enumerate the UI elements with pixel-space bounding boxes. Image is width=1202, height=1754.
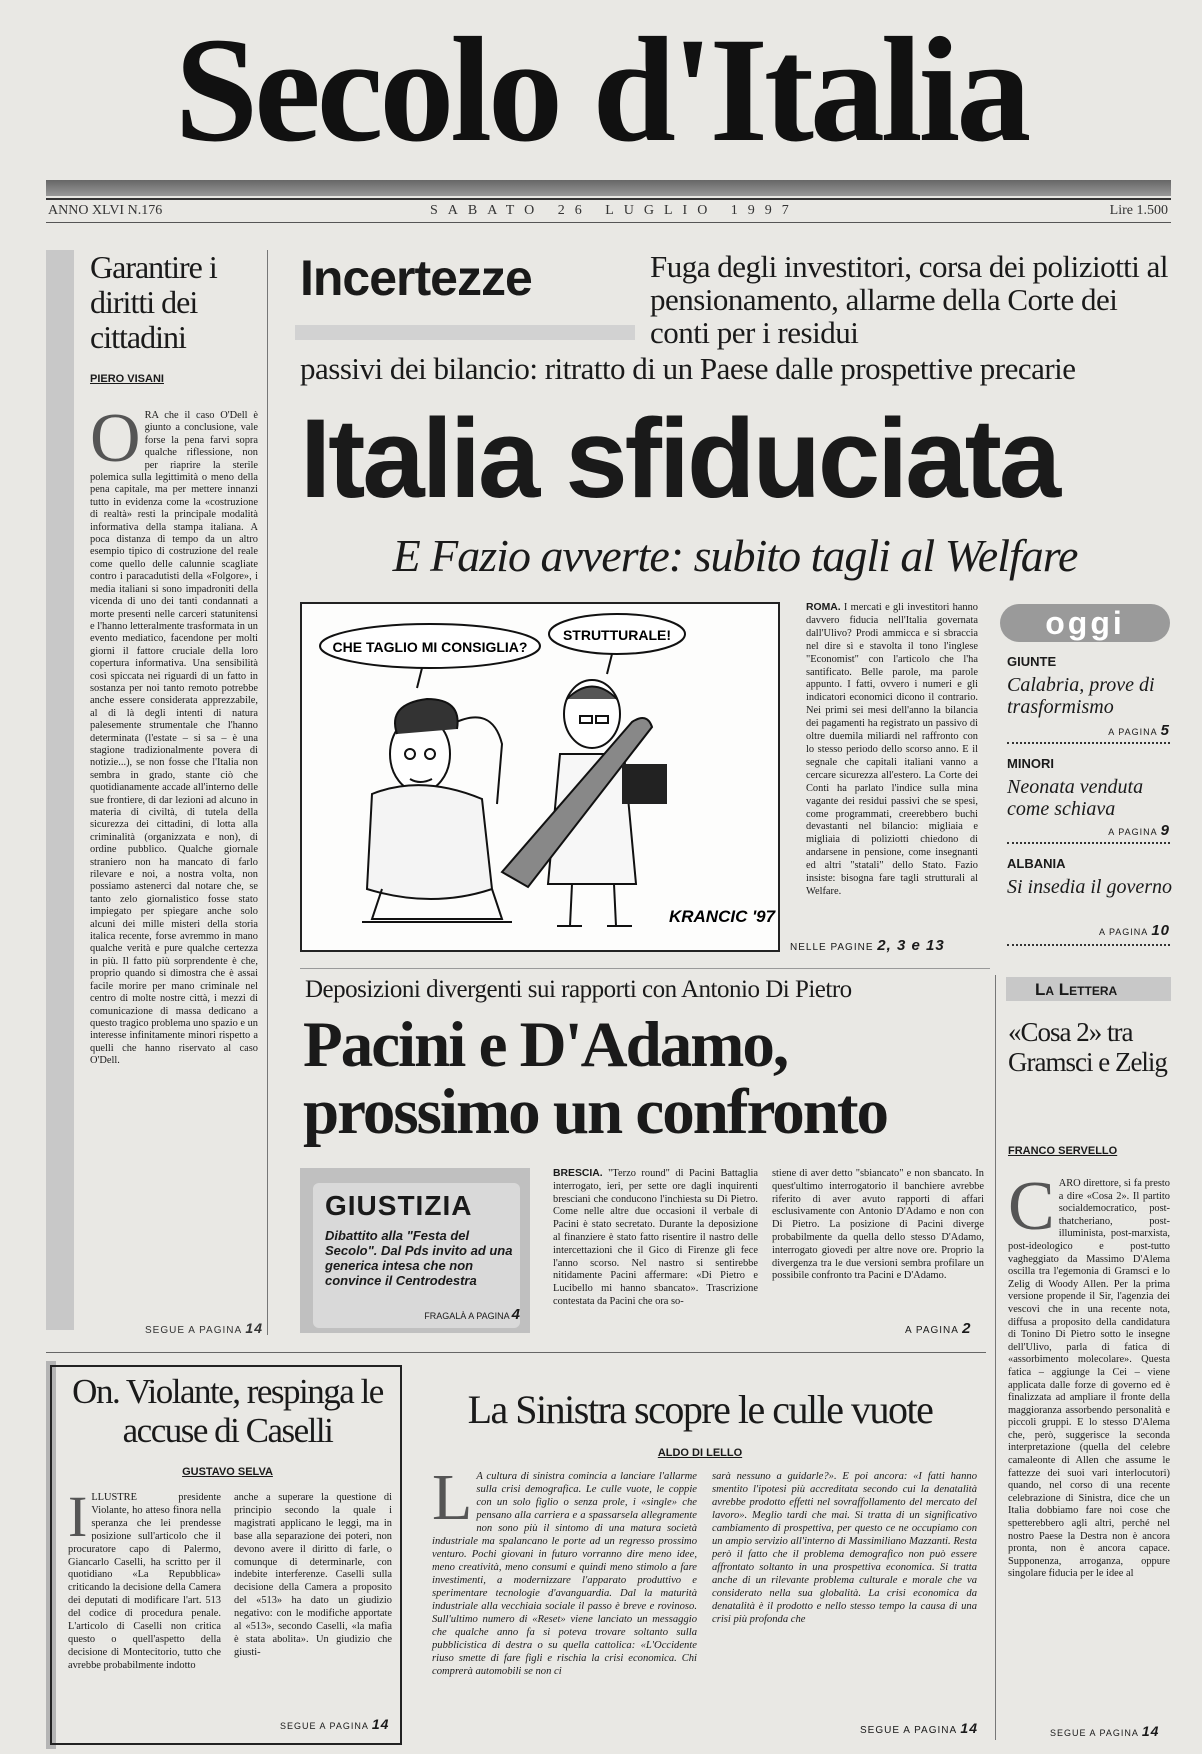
masthead-rule bbox=[46, 180, 1171, 196]
giustizia-ref bbox=[320, 1306, 520, 1323]
justice-kicker: Deposizioni divergenti sui rapporti con Antonio Di Pietro bbox=[305, 976, 852, 1003]
dateline-rule bbox=[46, 222, 1171, 223]
cartoon-drawing bbox=[302, 604, 778, 950]
oggi-ref-3 bbox=[1007, 922, 1170, 939]
oggi-ref-page-1: 5 bbox=[1160, 722, 1170, 739]
oggi-ref-label-1: A PAGINA bbox=[1108, 727, 1158, 737]
violante-text-1: LLUSTRE presidente Violante, ho atteso finora nella speranza che lei prendesse posizione sull'articolo che il procuratore capo di Palermo, Giancarlo Caselli, ha scritto per il quotidiano «La Repubblica» criticando la decisione della Camera dei deputati di modificare l'art. 513 del codice di procedura penale. L'articolo di Caselli non critica questo o quell'aspetto della decisione di Montecitorio, tutto che avrebbe probabilmente indotto bbox=[68, 1492, 221, 1671]
violante-column-2: anche a superare la questione di principio secondo la quale i magistrati applicano le leggi, ma in base alla separazione dei poteri, non devono avere il diritto di farle, o comunque di determinarle, con indebite interferenze. Caselli sulla decisione della Camera a proposito del «513» ha dato un giudizio negativo: con le modifiche apportate al «513», secondo Caselli, «la mafia è stata abolita». Un giudizio che giusti- bbox=[234, 1492, 392, 1658]
lead-headline: Italia sfiduciata bbox=[300, 396, 1059, 521]
violante-title: On. Violante, respinga le accuse di Caselli bbox=[72, 1372, 383, 1450]
justice-column-1 bbox=[553, 1168, 758, 1309]
lead-pages-ref bbox=[790, 937, 945, 954]
sinistra-author: ALDO DI LELLO bbox=[657, 1447, 743, 1459]
lead-kicker: Incertezze bbox=[300, 250, 532, 306]
masthead-rule-thin bbox=[46, 198, 1171, 200]
justice-ref bbox=[905, 1320, 972, 1337]
violante-author: GUSTAVO SELVA bbox=[182, 1466, 273, 1478]
sinistra-ref bbox=[860, 1720, 978, 1736]
letter-title: «Cosa 2» tra Gramsci e Zelig bbox=[1008, 1017, 1167, 1077]
sinistra-column-1 bbox=[432, 1461, 697, 1678]
lead-pages-label: NELLE PAGINE bbox=[790, 942, 874, 953]
lead-body bbox=[806, 602, 978, 899]
letter-author: FRANCO SERVELLO bbox=[1008, 1145, 1118, 1157]
giustizia-title: GIUSTIZIA bbox=[325, 1190, 473, 1221]
editorial-dropcap: O bbox=[90, 400, 141, 477]
sinistra-text-1: A cultura di sinistra comincia a lanciare l'allarme sulla crisi demografica. Le culle vuote, le coppie con un solo figlio o senza prole, i «single» che pensano alla carriera e a spassarsela allegramente non sono più il sintomo di una matura società industriale ma spalancano le porte ad un regresso prossimo venturo. Pochi giovani in futuro vorranno dire meno idee, meno creatività, meno consumi e quindi meno stimolo a fare investimenti, a modernizzare l'apparato produttivo e sperimentare tecnologie d'avanguardia. Dal la maturità industriale alla vecchiaia sociale il passo è breve e rovinoso. Sull'ultimo numero di «Reset» viene lanciato un messaggio che qualche anno fa si poteva trovare soltanto sulla pubblicistica di destra o su quella cattolica: «L'Occidente riuso smette di fare figli e rischia la crisi economica. Chi comprerà automobili se non ci bbox=[432, 1471, 697, 1677]
oggi-badge: oggi bbox=[1000, 604, 1170, 642]
cartoon-caption-right: STRUTTURALE! bbox=[562, 627, 672, 643]
oggi-separator bbox=[1007, 944, 1170, 946]
letter-ref-label: SEGUE A PAGINA bbox=[1050, 1728, 1139, 1738]
justice-dateline: BRESCIA. bbox=[553, 1168, 603, 1179]
editorial-continued-page: 14 bbox=[245, 1320, 263, 1336]
kicker-shade bbox=[295, 325, 635, 340]
lead-deck-part2: passivi dei bilancio: ritratto di un Paese dalle prospettive precarie bbox=[300, 351, 1076, 386]
giustizia-ref-page: 4 bbox=[511, 1306, 520, 1323]
sinistra-column-2: sarà nessuno a guidarle?». E poi ancora: «I fatti hanno smentito l'ipotesi più accreditata secondo cui la denatalità avrebbe prodotto effetti nel sovraffollamento del mercato del lavoro». Meglio tardi che mai. Si tratta di un significativo cambiamento di prospettiva, per questo ce ne occupiamo con un ampio servizio all'interno di Massimiliano Mazzanti. Resta però il fatto che il problema demografico non può essere affrontato soltanto in una prospettiva economica. Si tratta anche di un rilevante problema culturale e morale che va considerato nella sua globalità. La crisi economica da denatalità è il prodotto e nello stesso tempo la causa di una crisi più profonda che bbox=[712, 1471, 977, 1625]
letter-ref bbox=[1050, 1723, 1159, 1739]
oggi-category-1: GIUNTE bbox=[1007, 654, 1057, 669]
oggi-category-3: ALBANIA bbox=[1007, 856, 1066, 871]
oggi-title-3: Si insedia il governo bbox=[1007, 876, 1172, 898]
issue-price: Lire 1.500 bbox=[1109, 203, 1168, 218]
political-cartoon bbox=[300, 602, 780, 952]
violante-ref bbox=[280, 1716, 389, 1732]
editorial-text: RA che il caso O'Dell è giunto a conclusione, vale forse la pena farvi sopra qualche riflessione, non per riaprire la sterile polemica sulla legittimità o meno della pena capitale, ma per mettere innanzi tutto in evidenza come la «costruzione di realtà» resti la principale modalità informativa della stampa italiana. A poca distanza di tempo da un altro esempio tipico di costruzione del reale come quello delle calunnie scagliate contro i paracadutisti della «Folgore», i media italiani si sono impadroniti della vicenda di uno dei tanti condannati a morte presenti nelle carceri statunitensi e l'hanno letteralmente trasformata in un evento mediatico, facendone per molti giorni il fattore cruciale della loro copertura informativa. Una sensibilità così spiccata nei riguardi di un fatto in sostanza per noi tanto remoto potrebbe anche essere considerata apprezzabile, al di là degli intenti di natura palesemente strumentale che l'hanno determinata (l'estate – si sa – è una stagione tradizionalmente povera di notizie...), se non fosse che l'Italia non sembra in grado, stante ciò che quotidianamente accade all'interno delle sue frontiere, di dar lezioni ad alcuno in materia di civiltà, di tutela della sicurezza dei cittadini, di lotta alla criminalità (organizzata e non), di ordine pubblico. Qualche giornale straniero non ha mancato di farlo rilevare e noi, a nostra volta, non possiamo astenerci dal notare che, se tanto zelo giornalistico fosse stato impiegato per spiegare anche solo alcuni dei mille misteri della storia italica recente, forse avremmo in mano qualche verità e pure qualche certezza in più. Il fatto più sorprendente è che, proprio quando si dimostra che è assai facile morire per mano criminale nel centro di molte nostre città, i mezzi di comunicazione di massa dedicano a questo tragico problema uno spazio e un interesse infinitamente minori rispetto a quelli che hanno riservato al caso O'Dell. bbox=[90, 410, 258, 1067]
bottom-rule bbox=[46, 1352, 986, 1353]
oggi-ref-page-3: 10 bbox=[1151, 922, 1170, 939]
letter-body bbox=[1008, 1168, 1170, 1581]
oggi-ref-page-2: 9 bbox=[1160, 822, 1170, 839]
justice-headline: Pacini e D'Adamo, prossimo un confronto bbox=[303, 1009, 888, 1148]
lead-text: I mercati e gli investitori hanno davvero fiducia nell'Italia governata dall'Ulivo? Prodi ammicca e si sbraccia nel dire sì e stavolta il tono l'inglese "Economist" con l'articolo che l'ha santificato. Belle parole, ma parole appunto. I fatti, ovvero i numeri e gli indicatori economici dicono il contrario. Nei primi sei mesi dell'anno la bilancia dei pagamenti ha registrato un passivo di oltre duemila miliardi nel raffronto con lo stesso periodo dello scorso anno. E il segnale che capitali italiani vanno a cercare sicurezza all'estero. La Corte dei Conti ha parlato l'indice sulla mina vagante dei residui passivi che se spesi, come programmati, creerebbero buchi devastanti nel bilancio: migliaia e migliaia di poliziotti chiedono di andarsene in pensione, come insegnanti ed altri "statali" dello Stato. Fazio insiste: bisogna fare tagli strutturali al Welfare. bbox=[806, 602, 978, 897]
oggi-ref-label-3: A PAGINA bbox=[1098, 927, 1148, 937]
oggi-separator bbox=[1007, 842, 1170, 844]
editorial-shade bbox=[46, 250, 74, 1330]
letter-ref-page: 14 bbox=[1141, 1723, 1160, 1739]
oggi-separator bbox=[1007, 742, 1170, 744]
letter-dropcap: C bbox=[1008, 1168, 1055, 1245]
editorial-author: PIERO VISANI bbox=[90, 373, 164, 385]
violante-ref-page: 14 bbox=[371, 1716, 390, 1732]
violante-ref-label: SEGUE A PAGINA bbox=[280, 1721, 369, 1731]
lead-subhead: E Fazio avverte: subito tagli al Welfare bbox=[392, 530, 1078, 581]
issue-date: SABATO 26 LUGLIO 1997 bbox=[430, 203, 799, 218]
oggi-ref-label-2: A PAGINA bbox=[1108, 827, 1158, 837]
violante-dropcap: I bbox=[68, 1484, 88, 1549]
letter-text: ARO direttore, si fa presto a dire «Cosa 2». Il partito socialdemocratico, post-thatcheriano, post-illuminista, post-marxista, post-ideologico e post-tutto vagheggiato da Massimo D'Alema oscilla tra l'egemonia di Gramsci e lo Zelig di Woody Allen. Per la prima versione propende il Sir, l'agenzia dei vescovi che in una recente nota, diffusa a proposito della candidatura di Tonino Di Pietro sotto le insegne dell'Ulivo, parla di fatica di «assorbimento molecolare». Questa fatica – aggiunge la Cei – viene applicata dalle forze di governo ed è finalizzata ad ampliare il fronte della maggioranza assorbendo personalità e piccoli gruppi. E lo stesso D'Alema che, però, suggerisce la seconda interpretazione (quella del celebre camaleonte di Allen che assume le fattezze dei suoi vari interlocutori) quando, nel corso di una recente celebrazione di Sinistra, dice che un Italia dobbiamo fare noi cose che spetterebbero agli altri, perché nel nostro Paese la Destra non è ancora pronta, non è ancora capace. Supponenza, arroganza, oppure singolare fiducia per le idee al bbox=[1008, 1178, 1170, 1580]
giustizia-ref-label: FRAGALÀ A PAGINA bbox=[424, 1311, 510, 1321]
editorial-continued-label: SEGUE A PAGINA bbox=[145, 1325, 242, 1336]
justice-text-1: "Terzo round" di Pacini Battaglia interrogato, ieri, per sette ore dagli inquirenti bresciani che conducono l'inchiesta su Di Pietro. Come nelle altre due occasioni il verbale di Pacini è stato secretato. Durante la deposizione al finanziere è stato fatto risentire il nastro delle intercettazioni che il Gico di Firenze gli fece l'anno scorso. Nel nastro si sentirebbe nitidamente Pacini affermare: «Di Pietro e Lucibello mi hanno sbancato». Trascrizione contestata da Pacini che ora so- bbox=[553, 1168, 758, 1307]
section-rule bbox=[300, 968, 990, 969]
column-rule bbox=[267, 250, 268, 1335]
seated-figure bbox=[362, 699, 512, 922]
oggi-title-2: Neonata venduta come schiava bbox=[1007, 776, 1144, 820]
masthead-title: Secolo d'Italia bbox=[174, 7, 1028, 173]
sinistra-title: La Sinistra scopre le culle vuote bbox=[467, 1387, 933, 1432]
sinistra-dropcap: L bbox=[432, 1461, 473, 1534]
oggi-category-2: MINORI bbox=[1007, 756, 1054, 771]
justice-ref-page: 2 bbox=[962, 1320, 972, 1337]
cartoonist-signature: KRANCIC '97 bbox=[668, 907, 776, 926]
lead-dateline: ROMA. bbox=[806, 602, 841, 613]
editorial-continued bbox=[145, 1320, 263, 1336]
editorial-body bbox=[90, 400, 258, 1068]
lead-deck-part1: Fuga degli investitori, corsa dei poliziotti al pensionamento, allarme della Corte dei conti per i residui bbox=[650, 249, 1169, 350]
issue-number: ANNO XLVI N.176 bbox=[48, 203, 163, 218]
violante-column-1 bbox=[68, 1484, 221, 1673]
cartoon-caption-left: CHE TAGLIO MI CONSIGLIA? bbox=[332, 639, 528, 655]
letter-column-rule bbox=[995, 975, 996, 1740]
oggi-title-1: Calabria, prove di trasformismo bbox=[1007, 674, 1155, 718]
lead-pages-numbers: 2, 3 e 13 bbox=[877, 937, 945, 954]
justice-column-2: stiene di aver detto "sbiancato" e non sbancato. In quest'ultimo interrogatorio il banchiere avrebbe riferito di aver avuto rapporti di affari esclusivamente con Antonio D'Adamo e non con Di Pietro. La posizione di Pacini diverge probabilmente da quella dello stesso D'Adamo, interrogato giovedì per altre nove ore. Proprio la divergenza tra le due versioni sembra profilare un possibile confronto tra Pacini e D'Adamo. bbox=[772, 1168, 984, 1282]
sinistra-ref-page: 14 bbox=[960, 1720, 978, 1736]
oggi-ref-2 bbox=[1007, 822, 1170, 839]
sinistra-ref-label: SEGUE A PAGINA bbox=[860, 1725, 957, 1736]
giustizia-text: Dibattito alla "Festa del Secolo". Dal Pds invito ad una generica intesa che non convince il Centrodestra bbox=[325, 1228, 513, 1288]
oggi-ref-1 bbox=[1007, 722, 1170, 739]
letter-label: La Lettera bbox=[1035, 980, 1118, 999]
editorial-title: Garantire i diritti dei cittadini bbox=[90, 249, 217, 355]
justice-ref-label: A PAGINA bbox=[905, 1325, 959, 1336]
